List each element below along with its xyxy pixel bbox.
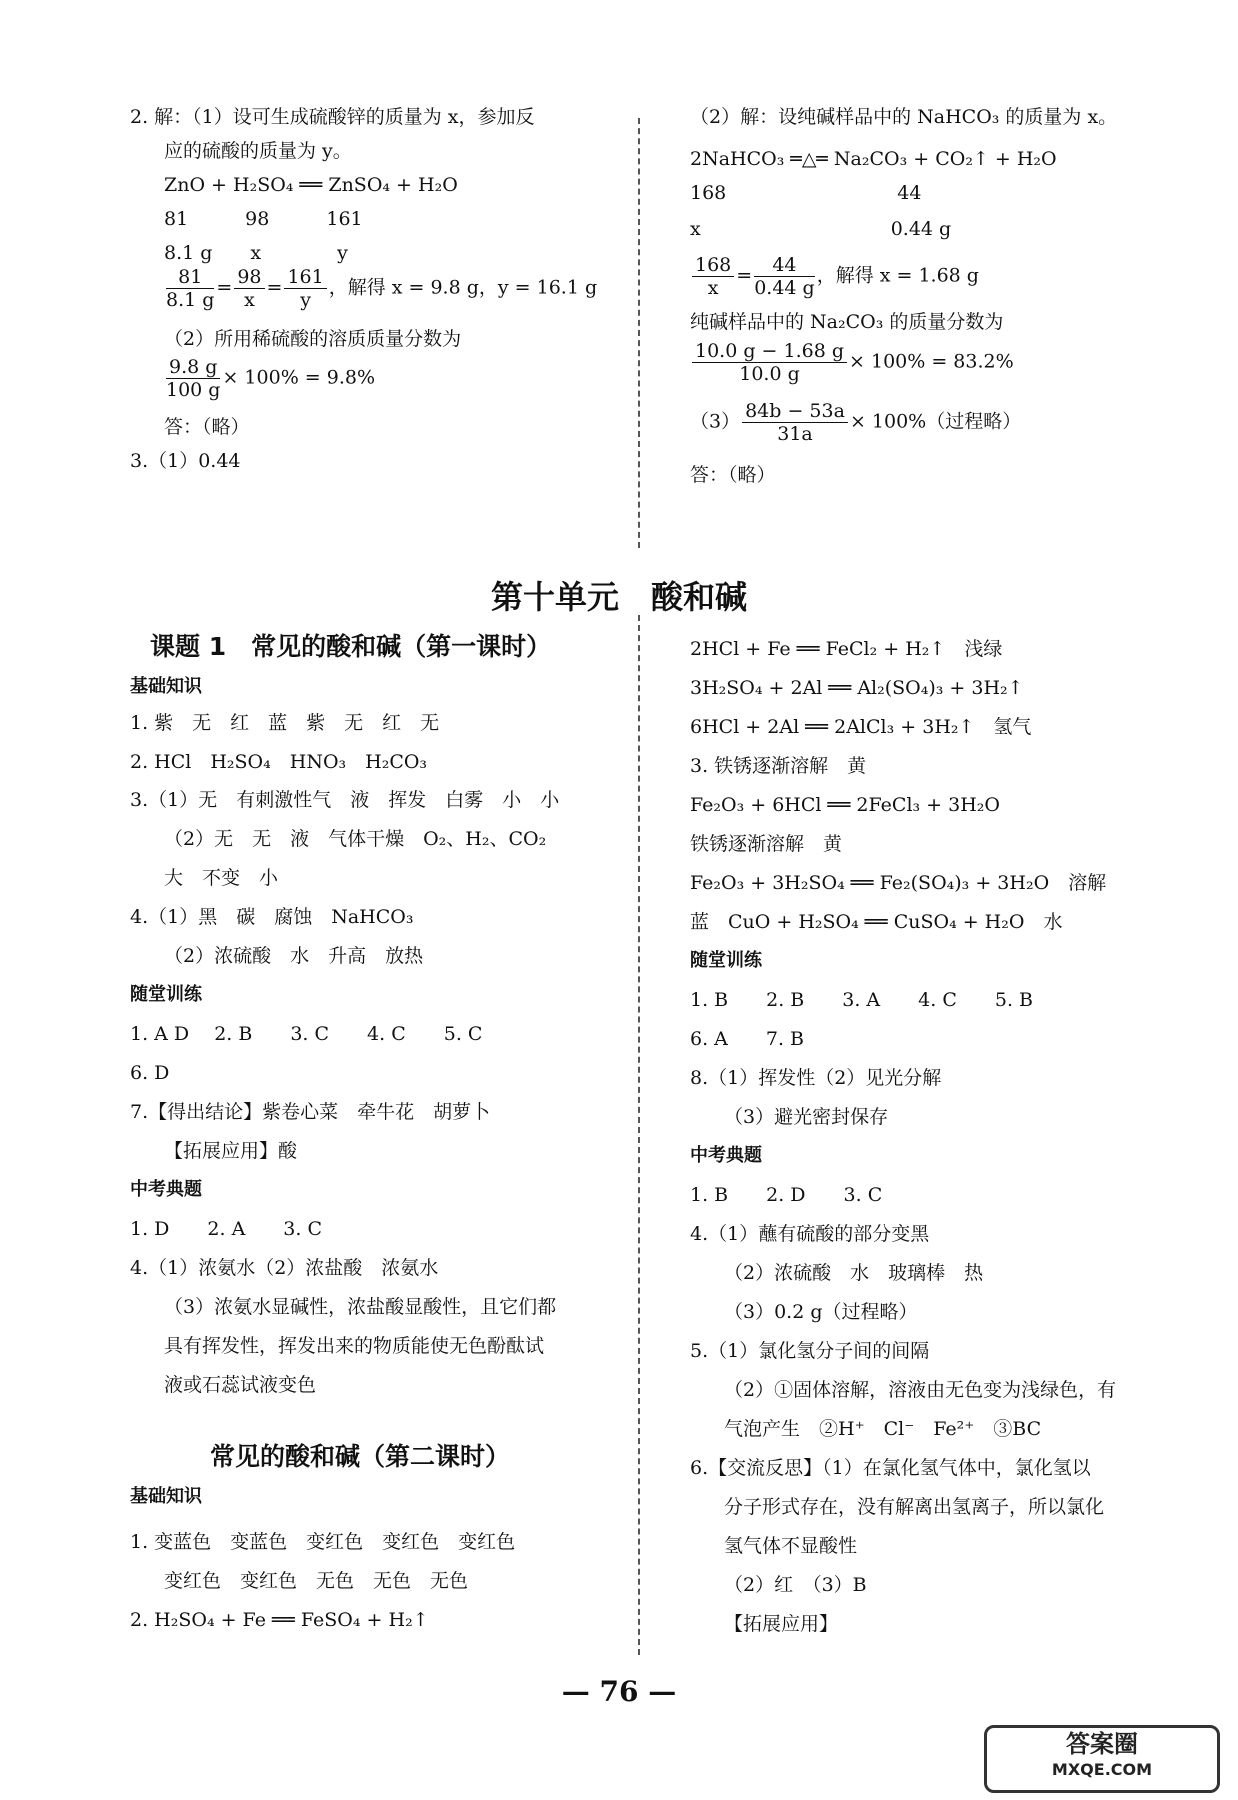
text-line: 168 44 xyxy=(690,182,922,204)
answer-line: 3H₂SO₄ + 2Al ══ Al₂(SO₄)₃ + 3H₂↑ xyxy=(690,677,1024,699)
answer-line: （3）0.2 g（过程略） xyxy=(724,1301,918,1323)
answer-line: （3）避光密封保存 xyxy=(724,1106,889,1128)
section-heading: 中考典题 xyxy=(130,1179,202,1200)
fraction-equation: $\frac{168}{x}$ = $\frac{44}{0.44 g}$ ，解得 x = 1.68 g xyxy=(690,254,979,299)
answer-line: 4.（1）浓氨水（2）浓盐酸 浓氨水 xyxy=(130,1257,439,1279)
text-line: 81 98 161 xyxy=(164,208,363,230)
answer-line: 1. B 2. B 3. A 4. C 5. B xyxy=(690,989,1033,1011)
answer-line: 8.（1）挥发性（2）见光分解 xyxy=(690,1067,942,1089)
answer-line: 3. 铁锈逐渐溶解 黄 xyxy=(690,755,867,777)
fraction: $\frac{161}{y}$ xyxy=(284,266,326,311)
unit-title: 第十单元 酸和碱 xyxy=(490,578,747,616)
fraction: $\frac{98}{x}$ xyxy=(234,266,264,311)
answer-line: 1. 变蓝色 变蓝色 变红色 变红色 变红色 xyxy=(130,1531,516,1553)
text-line: （2）解：设纯碱样品中的 NaHCO₃ 的质量为 x。 xyxy=(690,106,1118,128)
section-heading: 基础知识 xyxy=(130,1486,202,1507)
answer-line: 蓝 CuO + H₂SO₄ ══ CuSO₄ + H₂O 水 xyxy=(690,911,1063,933)
answer-line: 气泡产生 ②H⁺ Cl⁻ Fe²⁺ ③BC xyxy=(724,1418,1042,1440)
answer-line: 液或石蕊试液变色 xyxy=(164,1374,317,1396)
answer-line: 6. A 7. B xyxy=(690,1028,805,1050)
fraction: $\frac{168}{x}$ xyxy=(692,254,734,299)
text-line: 应的硫酸的质量为 y。 xyxy=(164,140,352,162)
lesson-title: 课题 1 常见的酸和碱（第一课时） xyxy=(150,632,552,661)
answer-line: Fe₂O₃ + 6HCl ══ 2FeCl₃ + 3H₂O xyxy=(690,794,1000,816)
watermark-text: 答案圈 xyxy=(1066,1730,1138,1758)
answer-line: 1. B 2. D 3. C xyxy=(690,1184,883,1206)
text-line: 答：（略） xyxy=(164,416,250,438)
section-heading: 中考典题 xyxy=(690,1145,762,1166)
fraction-equation: $\frac{81}{8.1 g}$ = $\frac{98}{x}$ = $\frac{161}{y}$ ，解得 x = 9.8 g，y = 16.1 g xyxy=(166,266,598,311)
section-heading: 基础知识 xyxy=(130,676,202,697)
text-line: 8.1 g x y xyxy=(164,242,348,264)
text-line: 2. 解：（1）设可生成硫酸锌的质量为 x，参加反 xyxy=(130,106,535,128)
answer-line: 【拓展应用】酸 xyxy=(164,1140,298,1162)
watermark-logo xyxy=(984,1725,1220,1793)
text-line: 3.（1）0.44 xyxy=(130,450,241,472)
answer-line: 6HCl + 2Al ══ 2AlCl₃ + 3H₂↑ 氢气 xyxy=(690,716,1032,738)
answer-line: 4.（1）蘸有硫酸的部分变黑 xyxy=(690,1223,930,1245)
answer-line: 6.【交流反思】（1）在氯化氢气体中，氯化氢以 xyxy=(690,1457,1091,1479)
lesson-title: 常见的酸和碱（第二课时） xyxy=(210,1442,511,1471)
text-line: 纯碱样品中的 Na₂CO₃ 的质量分数为 xyxy=(690,311,1004,333)
column-divider-top xyxy=(638,118,640,548)
answer-line: 1. A D 2. B 3. C 4. C 5. C xyxy=(130,1023,483,1045)
answer-line: 6. D xyxy=(130,1062,170,1084)
answer-line: 变红色 变红色 无色 无色 无色 xyxy=(164,1570,469,1592)
answer-line: 大 不变 小 xyxy=(164,867,279,889)
watermark-url: MXQE.COM xyxy=(1051,1760,1153,1779)
equation: 2NaHCO₃ ═△═ Na₂CO₃ + CO₂↑ + H₂O xyxy=(690,148,1057,170)
fraction: $\frac{9.8 g}{100 g}$ xyxy=(166,356,221,401)
fraction: $\frac{44}{0.44 g}$ xyxy=(754,254,815,299)
answer-line: 【拓展应用】 xyxy=(724,1613,839,1635)
column-divider-bottom xyxy=(638,615,640,1655)
text-line: 答：（略） xyxy=(690,464,776,486)
answer-line: 氢气体不显酸性 xyxy=(724,1535,858,1557)
fraction-equation: $\frac{9.8 g}{100 g}$ × 100% = 9.8% xyxy=(166,356,376,401)
answer-line: 1. 紫 无 红 蓝 紫 无 红 无 xyxy=(130,712,440,734)
answer-line: 2. HCl H₂SO₄ HNO₃ H₂CO₃ xyxy=(130,751,428,773)
text-line: x 0.44 g xyxy=(690,218,952,240)
answer-line: 2. H₂SO₄ + Fe ══ FeSO₄ + H₂↑ xyxy=(130,1609,429,1631)
page-number: — 76 — xyxy=(561,1675,677,1708)
fraction-equation: $\frac{10.0 g - 1.68 g}{10.0 g}$ × 100% = 83.2% xyxy=(690,340,1014,385)
answer-line: 分子形式存在，没有解离出氢离子，所以氯化 xyxy=(724,1496,1105,1518)
equation: ZnO + H₂SO₄ ══ ZnSO₄ + H₂O xyxy=(164,174,458,196)
answer-line: 7.【得出结论】紫卷心菜 牵牛花 胡萝卜 xyxy=(130,1101,491,1123)
answer-line: 2HCl + Fe ══ FeCl₂ + H₂↑ 浅绿 xyxy=(690,638,1003,660)
fraction-equation: （3） $\frac{84b - 53a}{31a}$ × 100%（过程略） xyxy=(690,400,1022,445)
answer-line: （2）红 （3）B xyxy=(724,1574,867,1596)
answer-line: 具有挥发性，挥发出来的物质能使无色酚酞试 xyxy=(164,1335,545,1357)
answer-line: （2）浓硫酸 水 升高 放热 xyxy=(164,945,424,967)
answer-line: 3.（1）无 有刺激性气 液 挥发 白雾 小 小 xyxy=(130,789,560,811)
answer-line: 5.（1）氯化氢分子间的间隔 xyxy=(690,1340,930,1362)
answer-line: 铁锈逐渐溶解 黄 xyxy=(690,833,843,855)
answer-line: （3）浓氨水显碱性，浓盐酸显酸性，且它们都 xyxy=(164,1296,557,1318)
text-line: （2）所用稀硫酸的溶质质量分数为 xyxy=(164,328,462,350)
answer-line: 1. D 2. A 3. C xyxy=(130,1218,322,1240)
answer-line: Fe₂O₃ + 3H₂SO₄ ══ Fe₂(SO₄)₃ + 3H₂O 溶解 xyxy=(690,872,1107,894)
section-heading: 随堂训练 xyxy=(690,950,762,971)
answer-line: （2）浓硫酸 水 玻璃棒 热 xyxy=(724,1262,984,1284)
answer-line: （2）①固体溶解，溶液由无色变为浅绿色，有 xyxy=(724,1379,1117,1401)
answer-line: 4.（1）黑 碳 腐蚀 NaHCO₃ xyxy=(130,906,414,928)
section-heading: 随堂训练 xyxy=(130,984,202,1005)
fraction: $\frac{84b - 53a}{31a}$ xyxy=(742,400,848,445)
answer-line: （2）无 无 液 气体干燥 O₂、H₂、CO₂ xyxy=(164,828,547,850)
fraction: $\frac{81}{8.1 g}$ xyxy=(166,266,215,311)
fraction: $\frac{10.0 g - 1.68 g}{10.0 g}$ xyxy=(692,340,847,385)
